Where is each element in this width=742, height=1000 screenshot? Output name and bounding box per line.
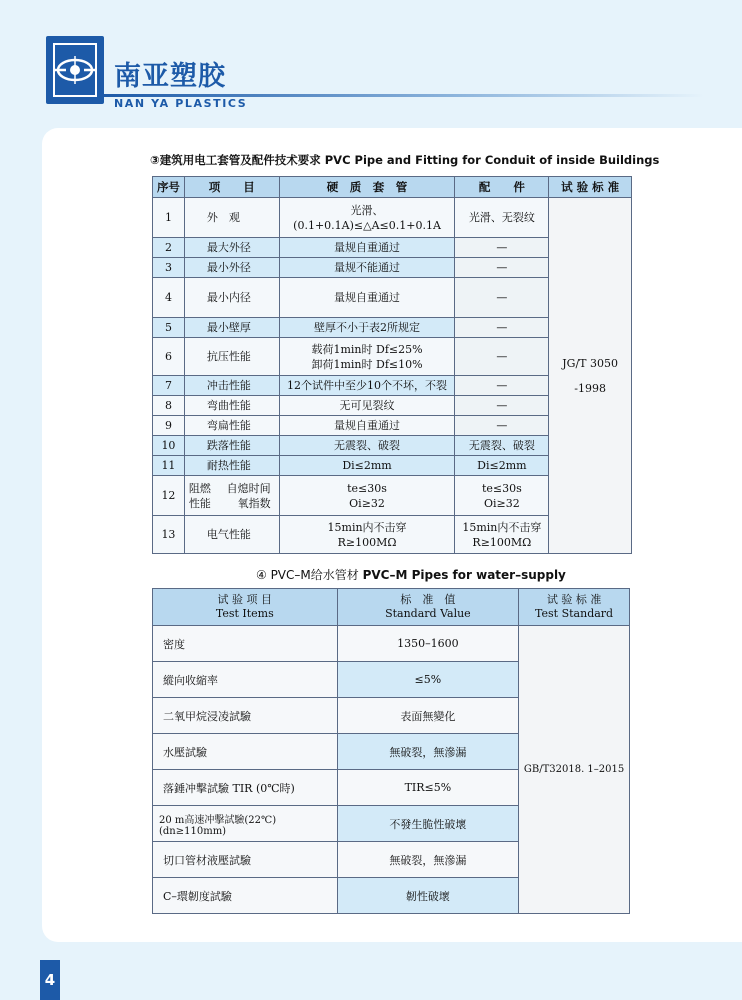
- row-item: 最小外径: [184, 258, 279, 278]
- item-part: 阻燃: [188, 481, 211, 495]
- row-fitting: 无震裂、破裂: [455, 436, 549, 456]
- standard-line: JG/T 3050: [562, 356, 618, 370]
- standard-value: 表面無變化: [337, 698, 519, 734]
- row-number: 6: [153, 338, 185, 376]
- row-fitting: —: [455, 338, 549, 376]
- row-number: 11: [153, 456, 185, 476]
- flame-retardant-item: [185, 481, 279, 511]
- table-row: [153, 198, 632, 238]
- pipe-line: 15min内不击穿: [327, 520, 407, 534]
- test-standard-cell: [549, 198, 632, 554]
- fitting-line: 15min内不击穿: [462, 520, 542, 534]
- row-pipe: [279, 338, 455, 376]
- standard-value: ≤5%: [337, 662, 519, 698]
- fitting-line: R≥100MΩ: [472, 535, 532, 549]
- row-item: 冲击性能: [184, 376, 279, 396]
- standard-value: 無破裂，無滲漏: [337, 842, 519, 878]
- header-en: Test Items: [215, 607, 274, 620]
- row-item: 外 观: [184, 198, 279, 238]
- company-logo: [46, 36, 104, 104]
- header-cn: 试 验 标 准: [546, 593, 602, 606]
- header-cell: [337, 589, 519, 626]
- row-item: 最小内径: [184, 278, 279, 318]
- row-pipe: 量规自重通过: [279, 416, 455, 436]
- pipe-line: (0.1+0.1A)≤△A≤0.1+0.1A: [293, 218, 441, 232]
- item-part: 性能: [188, 496, 211, 510]
- row-pipe: [279, 476, 455, 516]
- header-cell: 序号: [153, 177, 185, 198]
- section4-title-cn: ④ PVC–M给水管材: [256, 568, 363, 582]
- row-number: 9: [153, 416, 185, 436]
- row-item: 最小壁厚: [184, 318, 279, 338]
- test-item: 切口管材液壓試驗: [153, 842, 338, 878]
- test-item: 二氧甲烷浸凌試驗: [153, 698, 338, 734]
- page-number: 4: [40, 960, 60, 1000]
- test-item: 20 m高速冲擊試驗(22℃)(dn≥110mm): [153, 806, 338, 842]
- row-pipe: [279, 198, 455, 238]
- standard-value: TIR≤5%: [337, 770, 519, 806]
- test-standard-cell: GB/T32018. 1–2015: [519, 626, 630, 914]
- header-cell: 项 目: [184, 177, 279, 198]
- section3-title: ③建筑用电工套管及配件技术要求 PVC Pipe and Fitting for Conduit of inside Buildings: [150, 153, 660, 167]
- row-pipe: Di≤2mm: [279, 456, 455, 476]
- row-pipe: 壁厚不小于表2所规定: [279, 318, 455, 338]
- pipe-line: te≤30s: [347, 481, 387, 495]
- row-number: 2: [153, 238, 185, 258]
- brand-name-chinese: 南亚塑胶: [114, 61, 226, 92]
- row-item: 最大外径: [184, 238, 279, 258]
- row-item: 抗压性能: [184, 338, 279, 376]
- row-pipe: [279, 516, 455, 554]
- row-fitting: —: [455, 416, 549, 436]
- test-item: 落錘冲擊試驗 TIR (0℃時): [153, 770, 338, 806]
- row-fitting: —: [455, 238, 549, 258]
- test-item: C–環韌度試驗: [153, 878, 338, 914]
- section4-title: [256, 566, 566, 583]
- pipe-line: 光滑、: [350, 203, 384, 217]
- pipe-line: 载荷1min时 Df≤25%: [311, 342, 423, 356]
- row-pipe: 量规自重通过: [279, 278, 455, 318]
- header-cell: [153, 589, 338, 626]
- row-fitting: [455, 516, 549, 554]
- row-number: 3: [153, 258, 185, 278]
- table-header-row: [153, 177, 632, 198]
- row-pipe: 无震裂、破裂: [279, 436, 455, 456]
- row-item: 跌落性能: [184, 436, 279, 456]
- header-en: Test Standard: [535, 607, 614, 620]
- row-fitting: 光滑、无裂纹: [455, 198, 549, 238]
- nanya-emblem-icon: [46, 36, 104, 104]
- header-cell: [519, 589, 630, 626]
- brand-name-english: NAN YA PLASTICS: [114, 97, 248, 110]
- fitting-line: te≤30s: [481, 481, 522, 495]
- standard-value: 不發生脆性破壞: [337, 806, 519, 842]
- standard-value: 無破裂，無滲漏: [337, 734, 519, 770]
- test-item: 水壓試驗: [153, 734, 338, 770]
- pvcm-spec-table: [152, 588, 630, 914]
- conduit-spec-table: [152, 176, 632, 554]
- row-number: 10: [153, 436, 185, 456]
- standard-value: 1350–1600: [337, 626, 519, 662]
- standard-line: -1998: [574, 381, 606, 395]
- standard-value: 韌性破壞: [337, 878, 519, 914]
- row-item: 弯扁性能: [184, 416, 279, 436]
- item-part: 自熄时间: [226, 481, 271, 495]
- header-en: Standard Value: [385, 607, 471, 620]
- test-item: 縱向收縮率: [153, 662, 338, 698]
- row-number: 7: [153, 376, 185, 396]
- fitting-line: Oi≥32: [483, 496, 520, 510]
- section4-title-en: PVC–M Pipes for water–supply: [362, 568, 566, 582]
- pipe-line: R≥100MΩ: [337, 535, 397, 549]
- row-fitting: —: [455, 396, 549, 416]
- row-fitting: Di≤2mm: [455, 456, 549, 476]
- row-item: 耐热性能: [184, 456, 279, 476]
- row-fitting: —: [455, 258, 549, 278]
- row-item: [184, 476, 279, 516]
- row-pipe: 量规不能通过: [279, 258, 455, 278]
- row-fitting: [455, 476, 549, 516]
- row-pipe: 量规自重通过: [279, 238, 455, 258]
- row-fitting: —: [455, 278, 549, 318]
- pipe-line: Oi≥32: [349, 496, 385, 510]
- row-fitting: —: [455, 318, 549, 338]
- table-header-row: [153, 589, 630, 626]
- header-cn: 标 准 值: [400, 593, 456, 606]
- row-pipe: 12个试件中至少10个不坏，不裂: [279, 376, 455, 396]
- header-cell: 试 验 标 准: [549, 177, 632, 198]
- table-row: [153, 626, 630, 662]
- test-item: 密度: [153, 626, 338, 662]
- header-cn: 试 验 项 目: [217, 593, 273, 606]
- row-number: 5: [153, 318, 185, 338]
- row-item: 弯曲性能: [184, 396, 279, 416]
- header-cell: 配 件: [455, 177, 549, 198]
- row-fitting: —: [455, 376, 549, 396]
- row-number: 1: [153, 198, 185, 238]
- row-number: 12: [153, 476, 185, 516]
- row-number: 13: [153, 516, 185, 554]
- item-part: 氧指数: [237, 496, 271, 510]
- row-item: 电气性能: [184, 516, 279, 554]
- row-number: 4: [153, 278, 185, 318]
- row-number: 8: [153, 396, 185, 416]
- pipe-line: 卸荷1min时 Df≤10%: [311, 357, 423, 371]
- row-pipe: 无可见裂纹: [279, 396, 455, 416]
- header-cell: 硬 质 套 管: [279, 177, 455, 198]
